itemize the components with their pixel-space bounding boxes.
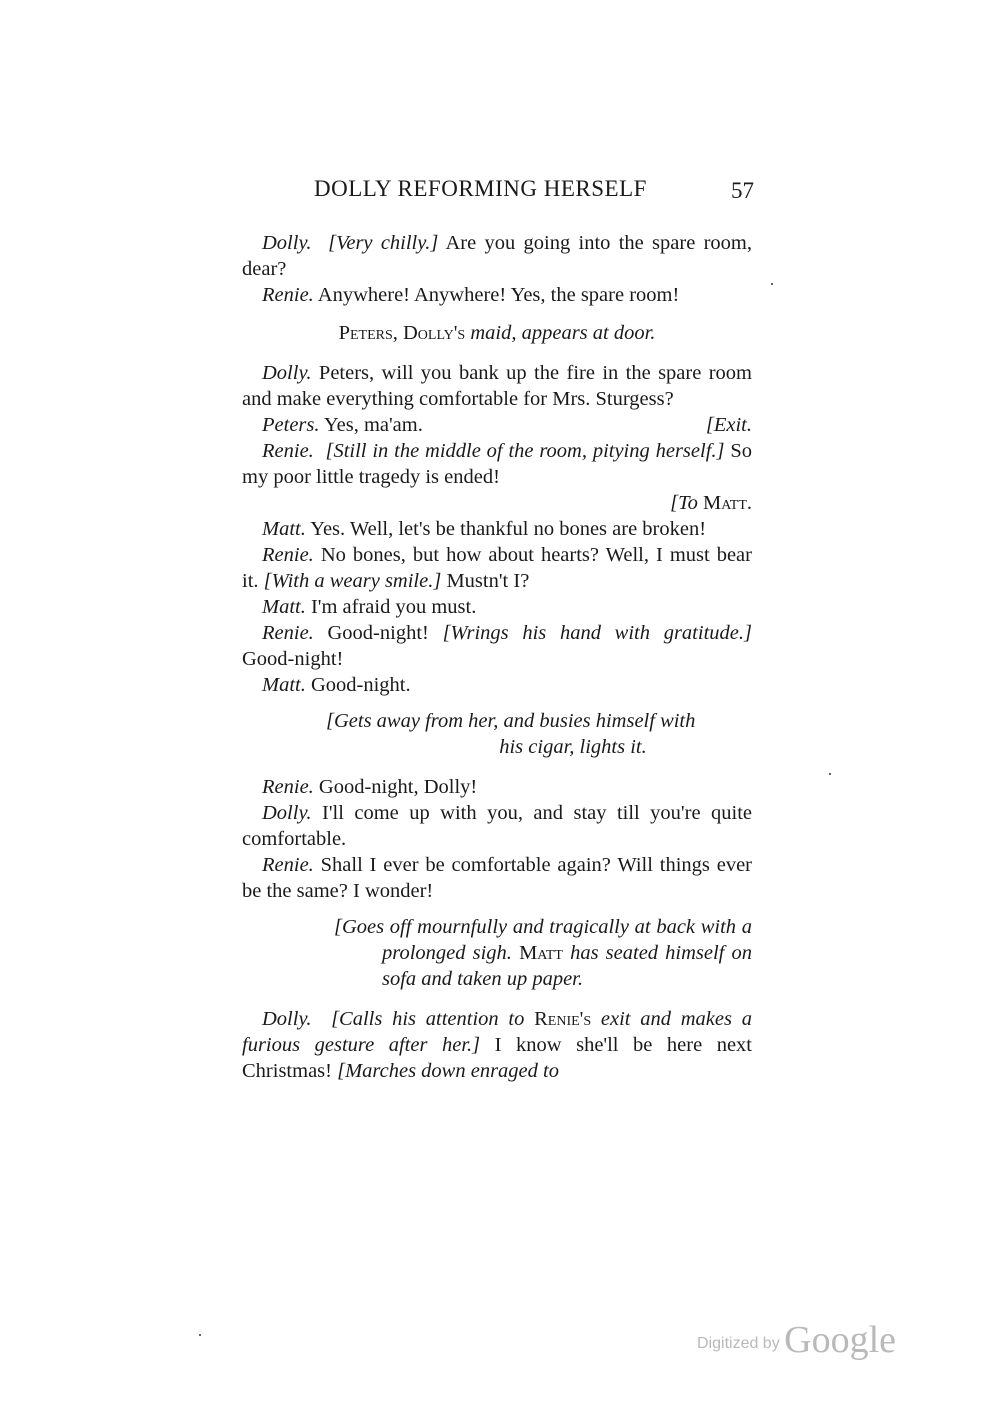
paper-speck (199, 1334, 201, 1336)
direction-line: [Gets away from her, and busies himself with (326, 710, 696, 732)
speech-dolly-3 (242, 800, 752, 852)
speech-renie-3 (242, 542, 752, 594)
body-text (242, 230, 752, 1084)
to-direction (242, 490, 752, 516)
speaker: Renie. (262, 854, 314, 876)
speech-renie-4 (242, 620, 752, 672)
stage-direction-peters (242, 320, 752, 346)
speech-peters (242, 412, 752, 438)
stage-direction: [With a weary smile.] (263, 570, 442, 592)
speech-text: I'll come up with you, and stay till you're quite comfortable. (242, 802, 752, 850)
speech-text: I know she'll be here next Christmas! (242, 1034, 752, 1082)
speech-text: Yes. Well, let's be thankful no bones are broken! (305, 518, 707, 540)
speech-text: Shall I ever be comfortable again? Will things ever be the same? I wonder! (242, 854, 752, 902)
stage-direction: [Still in the middle of the room, pitying herself.] (325, 440, 725, 462)
speech-renie-2 (242, 438, 752, 490)
character-name: Peters (338, 322, 393, 344)
stage-direction: [Calls his attention to (331, 1008, 535, 1030)
running-title: DOLLY REFORMING HERSELF (314, 176, 647, 201)
speech-text: Anywhere! Anywhere! Yes, the spare room! (313, 284, 680, 306)
speech-matt-3 (242, 672, 752, 698)
speech-text: Yes, ma'am. (319, 414, 423, 436)
speech-dolly-2 (242, 360, 752, 412)
paper-speck (829, 773, 831, 775)
stage-direction: [Very chilly.] (328, 232, 439, 254)
speaker: Matt. (262, 518, 306, 540)
watermark-small-text: Digitized by (697, 1335, 780, 1352)
speaker: Renie. (262, 440, 314, 462)
speech-text: Good-night! (242, 648, 344, 670)
exit-direction: [Exit. (705, 414, 752, 436)
stage-direction-block-1 (326, 708, 752, 760)
speech-text: So my poor little tragedy is ended! (242, 440, 752, 488)
speech-renie-1 (242, 282, 752, 308)
speaker: Dolly. (262, 1008, 312, 1030)
speaker: Dolly. (262, 362, 312, 384)
speaker: Dolly. (262, 232, 312, 254)
digitized-watermark (697, 1318, 896, 1362)
speech-text: No bones, but how about hearts? Well, I must bear it. (242, 544, 752, 592)
stage-direction-block-2 (334, 914, 752, 992)
speech-text: Mustn't I? (441, 570, 530, 592)
speech-text: Are you going into the spare room, dear? (242, 232, 752, 280)
character-name: Renie's (534, 1008, 592, 1030)
speaker: Renie. (262, 776, 314, 798)
speaker: Renie. (262, 284, 314, 306)
speaker: Renie. (262, 622, 314, 644)
speech-text: Peters, will you bank up the fire in the spare room and make everything comfortable for Mrs. Sturgess? (242, 362, 752, 410)
speech-matt-2 (242, 594, 752, 620)
speech-text: Good-night, Dolly! (313, 776, 478, 798)
speaker: Peters. (262, 414, 320, 436)
speaker: Matt. (262, 596, 306, 618)
separator: , (392, 322, 403, 344)
page-number: 57 (731, 178, 754, 203)
direction-text: [Goes off mournfully and tragically at back with a prolonged sigh. (334, 916, 752, 964)
stage-direction: maid, appears at door. (465, 322, 656, 344)
character-name: Dolly's (403, 322, 466, 344)
google-logo-text: Google (784, 1319, 897, 1361)
speech-text: Good-night! (313, 622, 443, 644)
stage-direction: exit and makes a furious gesture after her.] (242, 1008, 752, 1056)
speaker: Dolly. (262, 802, 312, 824)
character-name: Matt. (697, 492, 752, 514)
stage-direction: [Wrings his hand with gratitude.] (442, 622, 752, 644)
paper-speck (771, 283, 773, 285)
speech-text: Good-night. (305, 674, 411, 696)
stage-direction: [Marches down enraged to (337, 1060, 559, 1082)
speaker: Renie. (262, 544, 314, 566)
page-header (314, 176, 754, 210)
speech-renie-6 (242, 852, 752, 904)
direction-line: his cigar, lights it. (499, 736, 647, 758)
speech-renie-5 (242, 774, 752, 800)
speech-matt-1 (242, 516, 752, 542)
speech-text: I'm afraid you must. (305, 596, 477, 618)
speaker: Matt. (262, 674, 306, 696)
stage-direction: [To (670, 492, 698, 514)
speech-dolly-4 (242, 1006, 752, 1084)
character-name: Matt (519, 942, 563, 964)
direction-text: has seated himself on sofa and taken up paper. (382, 942, 752, 990)
speech-dolly-1 (242, 230, 752, 282)
